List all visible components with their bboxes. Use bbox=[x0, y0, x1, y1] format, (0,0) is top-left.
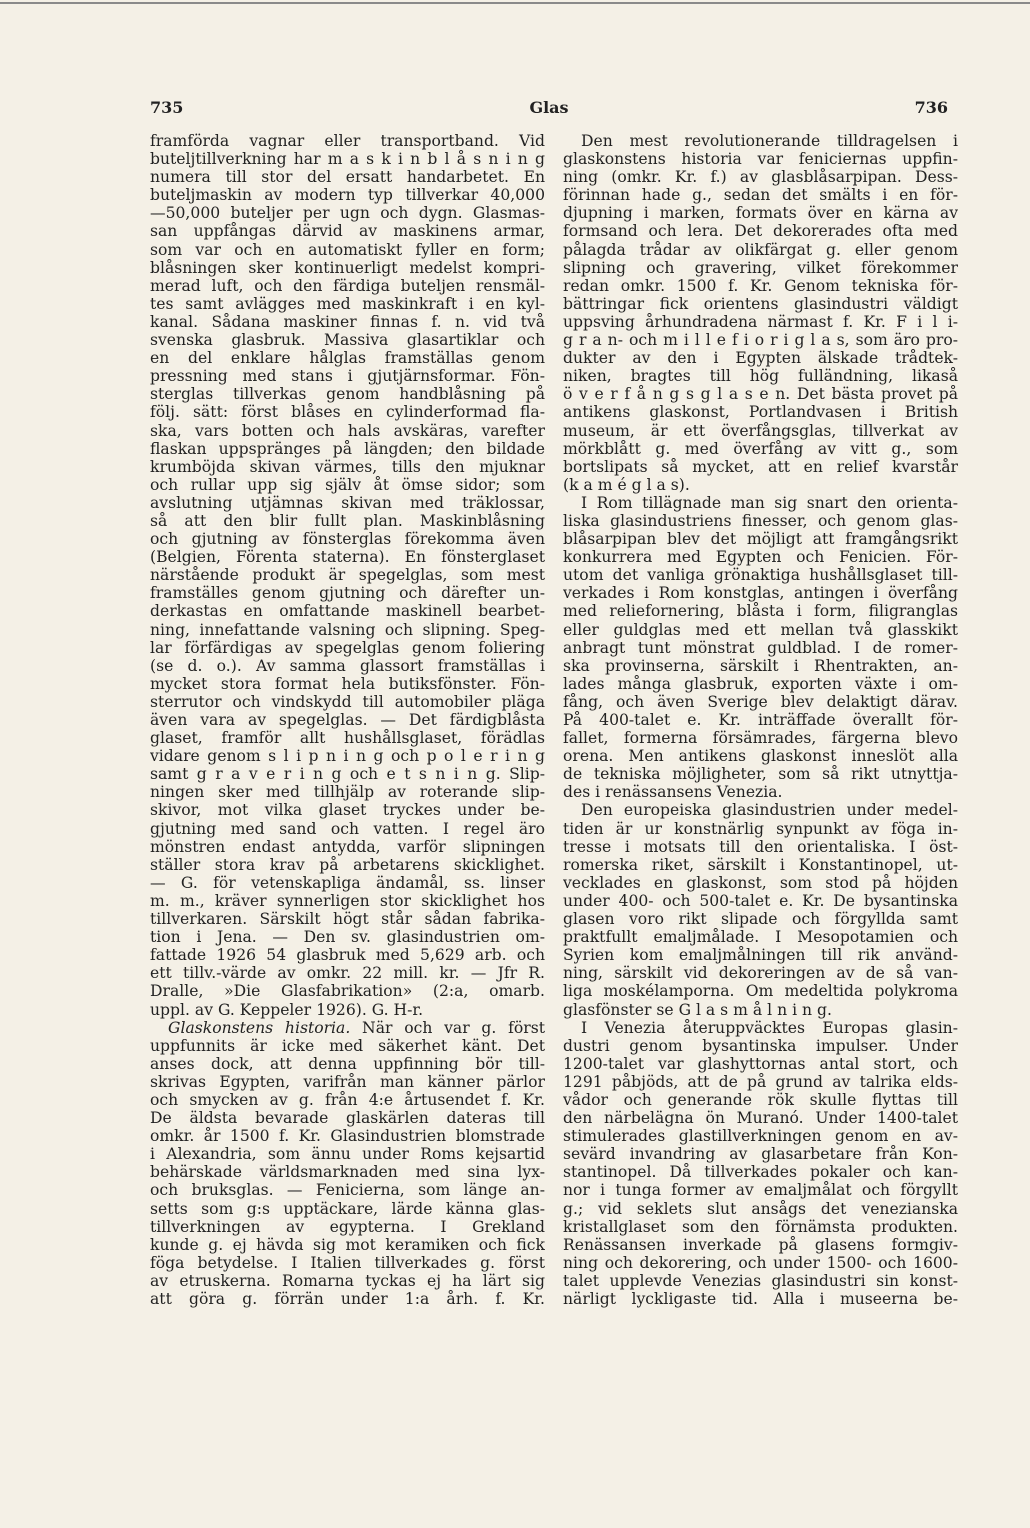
text-line: framställes genom gjutning och därefter un- bbox=[150, 584, 545, 603]
right-text-column bbox=[563, 132, 958, 1308]
text-line: tes samt avlägges med maskinkraft i en kyl- bbox=[150, 294, 545, 313]
page-number-right: 736 bbox=[914, 98, 948, 117]
text-line: bättringar fick orientens glasindustri väldigt bbox=[563, 294, 958, 313]
text-line: mönstren endast antydda, varför slipningen bbox=[150, 837, 545, 856]
text-line: svenska glasbruk. Massiva glasartiklar och bbox=[150, 331, 545, 350]
text-line: att göra g. förrän under 1:a årh. f. Kr. bbox=[150, 1290, 545, 1308]
text-line: I Rom tillägnade man sig snart den orienta- bbox=[581, 493, 958, 512]
text-line: med reliefornering, blåsta i form, filigranglas bbox=[563, 602, 958, 621]
text-line: ska provinserna, särskilt i Rhentrakten, an- bbox=[563, 656, 958, 675]
text-line: numera till stor del ersatt handarbetet. En bbox=[150, 168, 545, 187]
text-line: sevärd invandring av glasarbetare från Kon- bbox=[563, 1145, 958, 1164]
text-line: och gjutning av fönsterglas förekomma även bbox=[150, 530, 545, 549]
text-line: setts som g:s upptäckare, lärde känna glas- bbox=[150, 1199, 545, 1218]
text-line: samt g r a v e r i n g och e t s n i n g. Slip- bbox=[150, 765, 545, 784]
page-number-left: 735 bbox=[150, 98, 184, 117]
text-line: praktfullt emaljmålade. I Mesopotamien och bbox=[563, 928, 958, 947]
text-line: pressning med stans i gjutjärnsformar. Fön- bbox=[150, 367, 545, 386]
text-line: som var och en automatiskt fyller en form; bbox=[150, 240, 545, 259]
text-line: fallet, formerna försämrades, färgerna blevo bbox=[563, 729, 958, 748]
text-line: av etruskerna. Romarna tyckas ej ha lärt sig bbox=[150, 1271, 545, 1290]
text-line: nor i tunga former av emaljmålat och förgyllt bbox=[563, 1181, 958, 1200]
text-line: lar förfärdigas av spegelglas genom foliering bbox=[150, 638, 545, 657]
text-line: Den mest revolutionerande tilldragelsen i bbox=[581, 132, 958, 150]
text-line: föga betydelse. I Italien tillverkades g. först bbox=[150, 1253, 545, 1272]
text-line: vidare genom s l i p n i n g och p o l e r i n g bbox=[150, 747, 545, 766]
text-line: bortslipats så mycket, att en relief kvarstår bbox=[563, 457, 958, 476]
text-line: fång, och även Sverige blev delaktigt därav. bbox=[563, 692, 958, 711]
text-line: eller guldglas med ett mellan två glasskikt bbox=[563, 620, 958, 639]
text-line: krumböjda skivan värmes, tills den mjuknar bbox=[150, 457, 545, 476]
text-line: (Belgien, Förenta staterna). En fönsterglaset bbox=[150, 548, 545, 567]
text-line: så att den blir fullt plan. Maskinblåsning bbox=[150, 511, 545, 530]
text-line: tillverkningen av egypterna. I Grekland bbox=[150, 1217, 545, 1236]
text-line: — G. för vetenskapliga ändamål, ss. linser bbox=[150, 873, 545, 892]
text-line: ningen sker med tillhjälp av roterande slip- bbox=[150, 783, 545, 802]
text-line: stimulerades glastillverkningen genom en av- bbox=[563, 1127, 958, 1146]
text-line: niken, bragtes till hög fulländning, likaså bbox=[563, 367, 958, 386]
text-line: de tekniska möjligheter, som så rikt utnyttja- bbox=[563, 765, 958, 784]
text-line: skrivas Egypten, varifrån man känner pärlor bbox=[150, 1072, 545, 1091]
text-line: (se d. o.). Av samma glassort framställas i bbox=[150, 656, 545, 675]
text-line: slipning och gravering, vilket förekommer bbox=[563, 258, 958, 277]
text-line: verkades i Rom konstglas, antingen i överfång bbox=[563, 584, 958, 603]
text-line: i Alexandria, som ännu under Roms kejsartid bbox=[150, 1145, 545, 1164]
text-line: uppsving århundradena närmast f. Kr. F i l i- bbox=[563, 312, 958, 331]
text-line: orena. Men antikens glaskonst inneslöt alla bbox=[563, 747, 958, 766]
text-line: djupning i marken, formats över en kärna av bbox=[563, 204, 958, 223]
text-line: buteljmaskin av modern typ tillverkar 40,000 bbox=[150, 186, 545, 205]
text-line: vådor och generande rök skulle flyttas till bbox=[563, 1090, 958, 1109]
text-line: konkurrera med Egypten och Fenicien. För- bbox=[563, 548, 958, 567]
text-line: kanal. Sådana maskiner finnas f. n. vid två bbox=[150, 312, 545, 331]
text-line: blåsarpipan blev det möjligt att framgångsrikt bbox=[563, 530, 958, 549]
text-line: formsand och lera. Det dekorerades ofta med bbox=[563, 222, 958, 241]
text-line: 1291 påbjöds, att de på grund av talrika elds- bbox=[563, 1072, 958, 1091]
section-heading: Glaskonstens historia. bbox=[168, 1018, 351, 1037]
text-line: sterglas tillverkas genom handblåsning på bbox=[150, 385, 545, 404]
text-line: framförda vagnar eller transportband. Vid bbox=[150, 132, 545, 150]
text-line: glaskonstens historia var feniciernas uppfin- bbox=[563, 150, 958, 169]
text-line: Dralle, »Die Glasfabrikation» (2:a, omarb. bbox=[150, 982, 545, 1001]
text-line: och bruksglas. — Fenicierna, som länge an- bbox=[150, 1181, 545, 1200]
text-line: gjutning med sand och vatten. I regel äro bbox=[150, 819, 545, 838]
text-line: san uppfångas därvid av maskinens armar, bbox=[150, 222, 545, 241]
text-line: —50,000 buteljer per ugn och dygn. Glasmas- bbox=[150, 204, 545, 223]
text-line: och smycken av g. från 4:e årtusendet f. Kr. bbox=[150, 1090, 545, 1109]
text-line: ställer stora krav på arbetarens skicklighet. bbox=[150, 855, 545, 874]
text-line: Renässansen inverkade på glasens formgiv- bbox=[563, 1235, 958, 1254]
text-line: ning (omkr. Kr. f.) av glasblåsarpipan. Dess- bbox=[563, 168, 958, 187]
text-line: museum, är ett överfångsglas, tillverkat av bbox=[563, 421, 958, 440]
text-line: m. m., kräver synnerligen stor skicklighet hos bbox=[150, 891, 545, 910]
text-line: glasfönster se G l a s m å l n i n g. bbox=[563, 1000, 832, 1019]
top-edge-rule bbox=[0, 2, 1030, 4]
text-line: g r a n- och m i l l e f i o r i g l a s, som äro pro- bbox=[563, 331, 958, 350]
text-line: förinnan hade g., sedan det smälts i en för- bbox=[563, 186, 958, 205]
text-line: redan omkr. 1500 f. Kr. Genom tekniska för- bbox=[563, 276, 958, 295]
text-line: avslutning utjämnas skivan med träklossar, bbox=[150, 493, 545, 512]
text-line: skivor, mot vilka glaset tryckes under be- bbox=[150, 801, 545, 820]
text-line: dukter av den i Egypten älskade trådtek- bbox=[563, 349, 958, 368]
text-line: des i renässansens Venezia. bbox=[563, 783, 783, 802]
text-line: under 400- och 500-talet e. Kr. De bysantinska bbox=[563, 891, 958, 910]
text-line: I Venezia återuppväcktes Europas glasin- bbox=[581, 1018, 958, 1037]
text-line: ning, särskilt vid dekoreringen av de så van- bbox=[563, 964, 958, 983]
text-line: blåsningen sker kontinuerligt medelst kompri- bbox=[150, 258, 545, 277]
text-line: merad luft, och den färdiga buteljen rensmäl- bbox=[150, 276, 545, 295]
text-line: På 400-talet e. Kr. inträffade överallt för- bbox=[563, 711, 958, 729]
text-line: även vara av spegelglas. — Det färdigblåsta bbox=[150, 711, 545, 729]
text-line: lades många glasbruk, exporten växte i om- bbox=[563, 674, 958, 693]
text-line: ning och dekorering, och under 1500- och 1600- bbox=[563, 1253, 958, 1272]
text-line: mycket stora format hela butiksfönster. Fön- bbox=[150, 674, 545, 693]
text-line: flaskan uppspränges på längden; den bildade bbox=[150, 439, 545, 458]
text-line: De äldsta bevarade glaskärlen dateras till bbox=[150, 1109, 545, 1128]
text-line: liga moskélamporna. Om medeltida polykroma bbox=[563, 982, 958, 1001]
text-line: Den europeiska glasindustrien under medel- bbox=[581, 801, 958, 820]
text-line: närstående produkt är spegelglas, som mest bbox=[150, 566, 545, 585]
text-line: vecklades en glaskonst, som stod på höjden bbox=[563, 873, 958, 892]
text-line: romerska riket, särskilt i Konstantinopel, ut- bbox=[563, 855, 958, 874]
text-line: anses dock, att denna uppfinning bör till- bbox=[150, 1054, 545, 1073]
text-line: derkastas en omfattande maskinell bearbet- bbox=[150, 602, 545, 621]
text-line: uppl. av G. Keppeler 1926). G. H-r. bbox=[150, 1000, 424, 1019]
text-line: den närbelägna ön Muranó. Under 1400-talet bbox=[563, 1109, 958, 1128]
text-line: anbragt tunt mönstrat guldblad. I de romer- bbox=[563, 638, 958, 657]
text-line: glasen voro rikt slipade och förgyllda samt bbox=[563, 910, 958, 929]
page-header bbox=[150, 98, 948, 124]
text-line: tresse i motsats till den orientaliska. I öst- bbox=[563, 837, 958, 856]
text-line: g.; vid seklets slut ansågs det venezianska bbox=[563, 1199, 958, 1218]
text-line: ö v e r f å n g s g l a s e n. Det bästa provet på bbox=[563, 385, 958, 404]
running-title: Glas bbox=[529, 98, 569, 117]
text-line: tiden är ur konstnärlig synpunkt av föga in- bbox=[563, 819, 958, 838]
text-line: närligt lyckligaste tid. Alla i museerna be- bbox=[563, 1290, 958, 1308]
text-line: följ. sätt: först blåses en cylinderformad fla- bbox=[150, 403, 545, 422]
text-line: och rullar upp sig själv åt ömse sidor; som bbox=[150, 475, 545, 494]
text-line: talet upplevde Venezias glasindustri sin konst- bbox=[563, 1271, 958, 1290]
text-line: mörkblått g. med överfång av vitt g., som bbox=[563, 439, 958, 458]
text-line: kunde g. ej hävda sig mot keramiken och fick bbox=[150, 1235, 545, 1254]
text-line: uppfunnits är icke med säkerhet känt. Det bbox=[150, 1036, 545, 1055]
text-line: liska glasindustriens finesser, och genom glas- bbox=[563, 511, 958, 530]
text-line: ska, vars botten och hals avskäras, varefter bbox=[150, 421, 545, 440]
text-line: tion i Jena. — Den sv. glasindustrien om- bbox=[150, 928, 545, 947]
text-line: behärskade världsmarknaden med sina lyx- bbox=[150, 1163, 545, 1182]
text-line: Glaskonstens historia. När och var g. först bbox=[168, 1018, 545, 1037]
text-line: tillverkaren. Särskilt högt står sådan fabrika- bbox=[150, 910, 545, 929]
text-line: stantinopel. Då tillverkades pokaler och kan- bbox=[563, 1163, 958, 1182]
text-line: fattade 1926 54 glasbruk med 5,629 arb. och bbox=[150, 946, 545, 965]
text-line: omkr. år 1500 f. Kr. Glasindustrien blomstrade bbox=[150, 1127, 545, 1146]
text-line: kristallglaset som den förnämsta produkten. bbox=[563, 1217, 958, 1236]
text-line: Syrien kom emaljmålningen till rik använd- bbox=[563, 946, 958, 965]
text-line: sterrutor och vindskydd till automobiler pläga bbox=[150, 692, 545, 711]
text-line: glaset, framför allt hushållsglaset, förädlas bbox=[150, 729, 545, 748]
text-line: antikens glaskonst, Portlandvasen i British bbox=[563, 403, 958, 422]
left-text-column bbox=[150, 132, 545, 1308]
text-line: ning, innefattande valsning och slipning. Speg- bbox=[150, 620, 545, 639]
text-line: buteljtillverkning har m a s k i n b l å s n i n g bbox=[150, 150, 545, 169]
text-line: en del enklare hålglas framställas genom bbox=[150, 349, 545, 368]
text-line: pålagda trådar av olikfärgat g. eller genom bbox=[563, 240, 958, 259]
text-line: ett tillv.-värde av omkr. 22 mill. kr. — Jfr R. bbox=[150, 964, 545, 983]
text-line: dustri genom bysantinska impulser. Under bbox=[563, 1036, 958, 1055]
text-line: (k a m é g l a s). bbox=[563, 475, 690, 494]
text-line: utom det vanliga grönaktiga hushållsglaset till- bbox=[563, 566, 958, 585]
text-line: 1200-talet var glashyttornas antal stort, och bbox=[563, 1054, 958, 1073]
